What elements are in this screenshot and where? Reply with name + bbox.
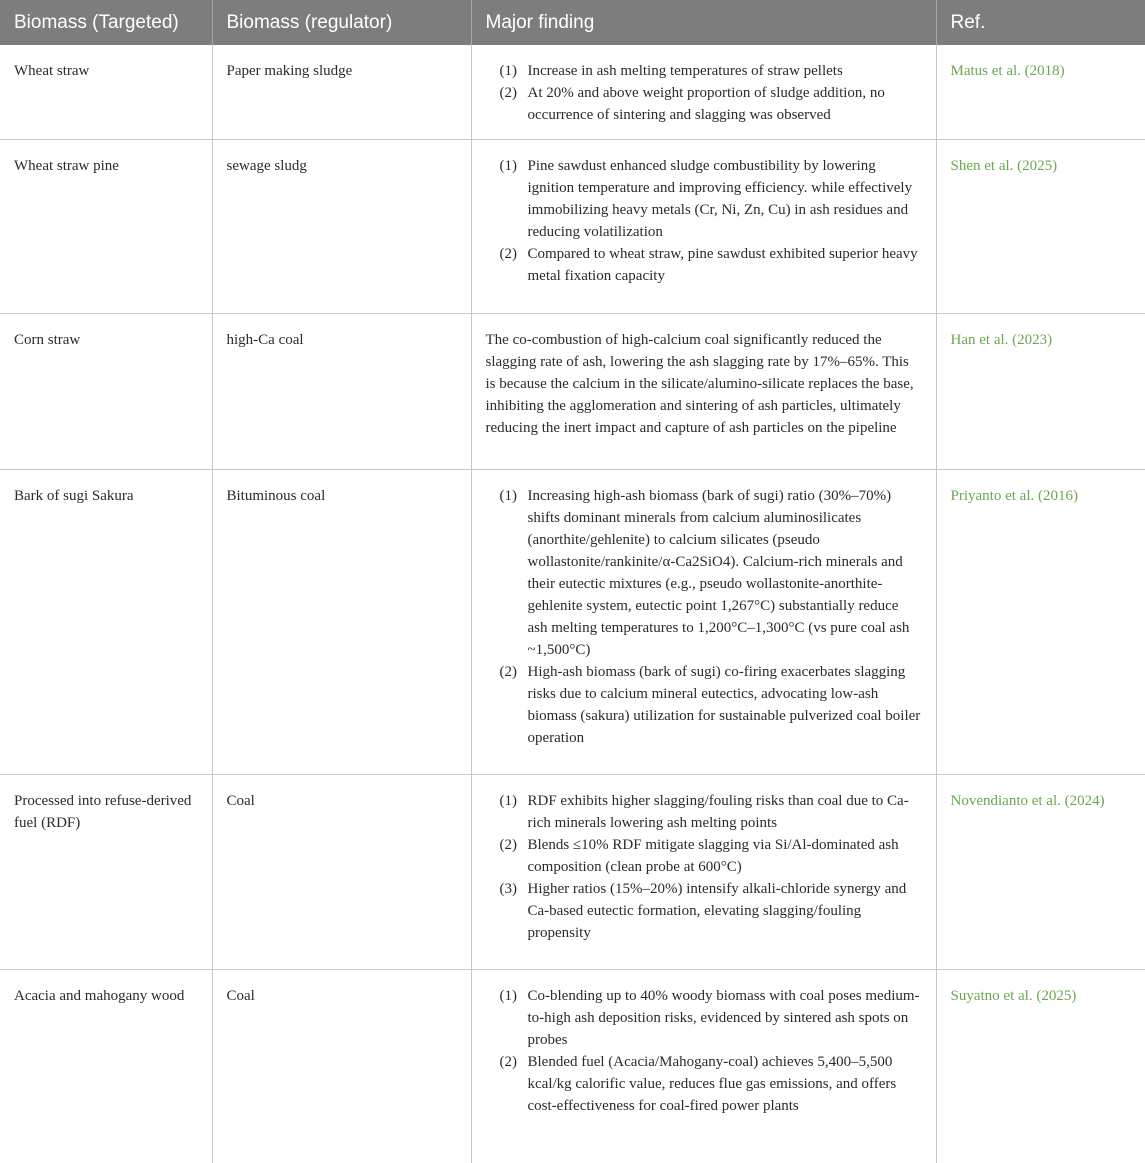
finding-text: Increase in ash melting temperatures of straw pellets bbox=[527, 63, 843, 79]
finding-item bbox=[500, 155, 922, 243]
finding-item bbox=[500, 661, 922, 749]
header-ref: Ref. bbox=[936, 0, 1145, 45]
finding-text: Co-blending up to 40% woody biomass with coal poses medium-to-high ash deposition risks, evidenced by sintered ash spots on probes bbox=[527, 987, 920, 1048]
cell-ref-link[interactable]: Novendianto et al. (2024) bbox=[936, 774, 1145, 969]
finding-text: Pine sawdust enhanced sludge combustibility by lowering ignition temperature and improving efficiency. while effectively immobilizing heavy metals (Cr, Ni, Zn, Cu) in ash residues and reducing volatilization bbox=[527, 157, 913, 240]
finding-list bbox=[486, 155, 922, 287]
finding-item bbox=[500, 878, 922, 944]
cell-targeted: Corn straw bbox=[0, 313, 212, 469]
finding-text: Compared to wheat straw, pine sawdust exhibited superior heavy metal fixation capacity bbox=[527, 245, 918, 284]
finding-item bbox=[500, 985, 922, 1051]
cell-targeted: Wheat straw pine bbox=[0, 139, 212, 313]
finding-number: (2) bbox=[499, 663, 517, 680]
cell-finding bbox=[471, 45, 936, 139]
table-row bbox=[0, 469, 1145, 774]
cell-finding bbox=[471, 774, 936, 969]
finding-item bbox=[500, 1051, 922, 1117]
finding-list bbox=[486, 60, 922, 126]
cell-finding bbox=[471, 313, 936, 469]
table-row bbox=[0, 139, 1145, 313]
cell-regulator: sewage sludg bbox=[212, 139, 471, 313]
finding-text: Increasing high-ash biomass (bark of sugi) ratio (30%–70%) shifts dominant minerals from calcium aluminosilicates (anorthite/gehlenite) to calcium silicates (pseudo wollastonite/rankinite/α-Ca2SiO4). Calcium-rich minerals and their eutectic mixtures (e.g., pseudo wollastonite-anorthite-gehlenite system, eutectic point 1,267°C) substantially reduce ash melting temperatures to 1,200°C–1,300°C (vs pure coal ash ~1,500°C) bbox=[527, 487, 910, 658]
finding-item bbox=[500, 834, 922, 878]
table-row bbox=[0, 313, 1145, 469]
cell-ref-link[interactable]: Matus et al. (2018) bbox=[936, 45, 1145, 139]
finding-number: (2) bbox=[499, 1053, 517, 1070]
header-biomass-regulator: Biomass (regulator) bbox=[212, 0, 471, 45]
cell-ref-link[interactable]: Suyatno et al. (2025) bbox=[950, 987, 1077, 1004]
cell-regulator: high-Ca coal bbox=[212, 313, 471, 469]
finding-number: (1) bbox=[499, 157, 517, 174]
finding-number: (2) bbox=[499, 836, 517, 853]
finding-text: RDF exhibits higher slagging/fouling risks than coal due to Ca-rich minerals lowering ash melting points bbox=[527, 792, 909, 831]
cell-ref-link[interactable]: Shen et al. (2025) bbox=[936, 139, 1145, 313]
table-body bbox=[0, 45, 1145, 1163]
cell-ref-link[interactable]: Priyanto et al. (2016) bbox=[936, 469, 1145, 774]
header-major-finding: Major finding bbox=[471, 0, 936, 45]
finding-number: (1) bbox=[499, 63, 517, 79]
finding-text: At 20% and above weight proportion of sludge addition, no occurrence of sintering and slagging was observed bbox=[527, 85, 885, 123]
table-header bbox=[0, 0, 1145, 45]
header-row bbox=[0, 0, 1145, 45]
finding-number: (1) bbox=[499, 987, 517, 1004]
table-row bbox=[0, 969, 1145, 1163]
finding-text: Blended fuel (Acacia/Mahogany-coal) achieves 5,400–5,500 kcal/kg calorific value, reduces flue gas emissions, and offers cost-effectiveness for coal-fired power plants bbox=[527, 1053, 897, 1114]
finding-number: (1) bbox=[499, 792, 517, 809]
table-row bbox=[0, 774, 1145, 969]
finding-text: The co-combustion of high-calcium coal significantly reduced the slagging rate of ash, lowering the ash slagging rate by 17%–65%. This is because the calcium in the silicate/alumino-silicate replaces the base, inhibiting the agglomeration and sintering of ash particles, ultimately reducing the inert impact and capture of ash particles on the pipeline bbox=[485, 331, 914, 436]
cell-targeted: Processed into refuse-derived fuel (RDF) bbox=[0, 774, 212, 969]
cell-regulator: Coal bbox=[212, 969, 471, 1163]
finding-text: High-ash biomass (bark of sugi) co-firing exacerbates slagging risks due to calcium mineral eutectics, advocating low-ash biomass (sakura) utilization for sustainable pulverized coal boiler operation bbox=[527, 663, 921, 746]
finding-number: (2) bbox=[499, 85, 517, 101]
table-row bbox=[0, 45, 1145, 139]
cell-targeted: Wheat straw bbox=[0, 45, 212, 139]
finding-number: (2) bbox=[499, 245, 517, 262]
finding-number: (3) bbox=[499, 880, 517, 897]
finding-text: Higher ratios (15%–20%) intensify alkali-chloride synergy and Ca-based eutectic formation, elevating slagging/fouling propensity bbox=[527, 880, 907, 941]
header-biomass-targeted: Biomass (Targeted) bbox=[0, 0, 212, 45]
finding-number: (1) bbox=[499, 487, 517, 504]
cell-finding bbox=[471, 969, 936, 1163]
cell-ref-link[interactable]: Han et al. (2023) bbox=[936, 313, 1145, 469]
finding-list bbox=[486, 485, 922, 749]
cell-regulator: Bituminous coal bbox=[212, 469, 471, 774]
finding-item bbox=[500, 243, 922, 287]
finding-item bbox=[500, 485, 922, 661]
finding-item bbox=[500, 82, 922, 126]
cell-finding bbox=[471, 139, 936, 313]
finding-item bbox=[500, 790, 922, 834]
finding-item bbox=[500, 60, 922, 82]
cell-regulator: Paper making sludge bbox=[212, 45, 471, 139]
cell-finding bbox=[471, 469, 936, 774]
finding-list bbox=[486, 985, 922, 1117]
finding-list bbox=[486, 790, 922, 944]
cell-regulator: Coal bbox=[212, 774, 471, 969]
cell-targeted: Bark of sugi Sakura bbox=[0, 469, 212, 774]
cell-targeted: Acacia and mahogany wood bbox=[0, 969, 212, 1163]
finding-text: Blends ≤10% RDF mitigate slagging via Si/Al-dominated ash composition (clean probe at 600°C) bbox=[527, 836, 899, 875]
